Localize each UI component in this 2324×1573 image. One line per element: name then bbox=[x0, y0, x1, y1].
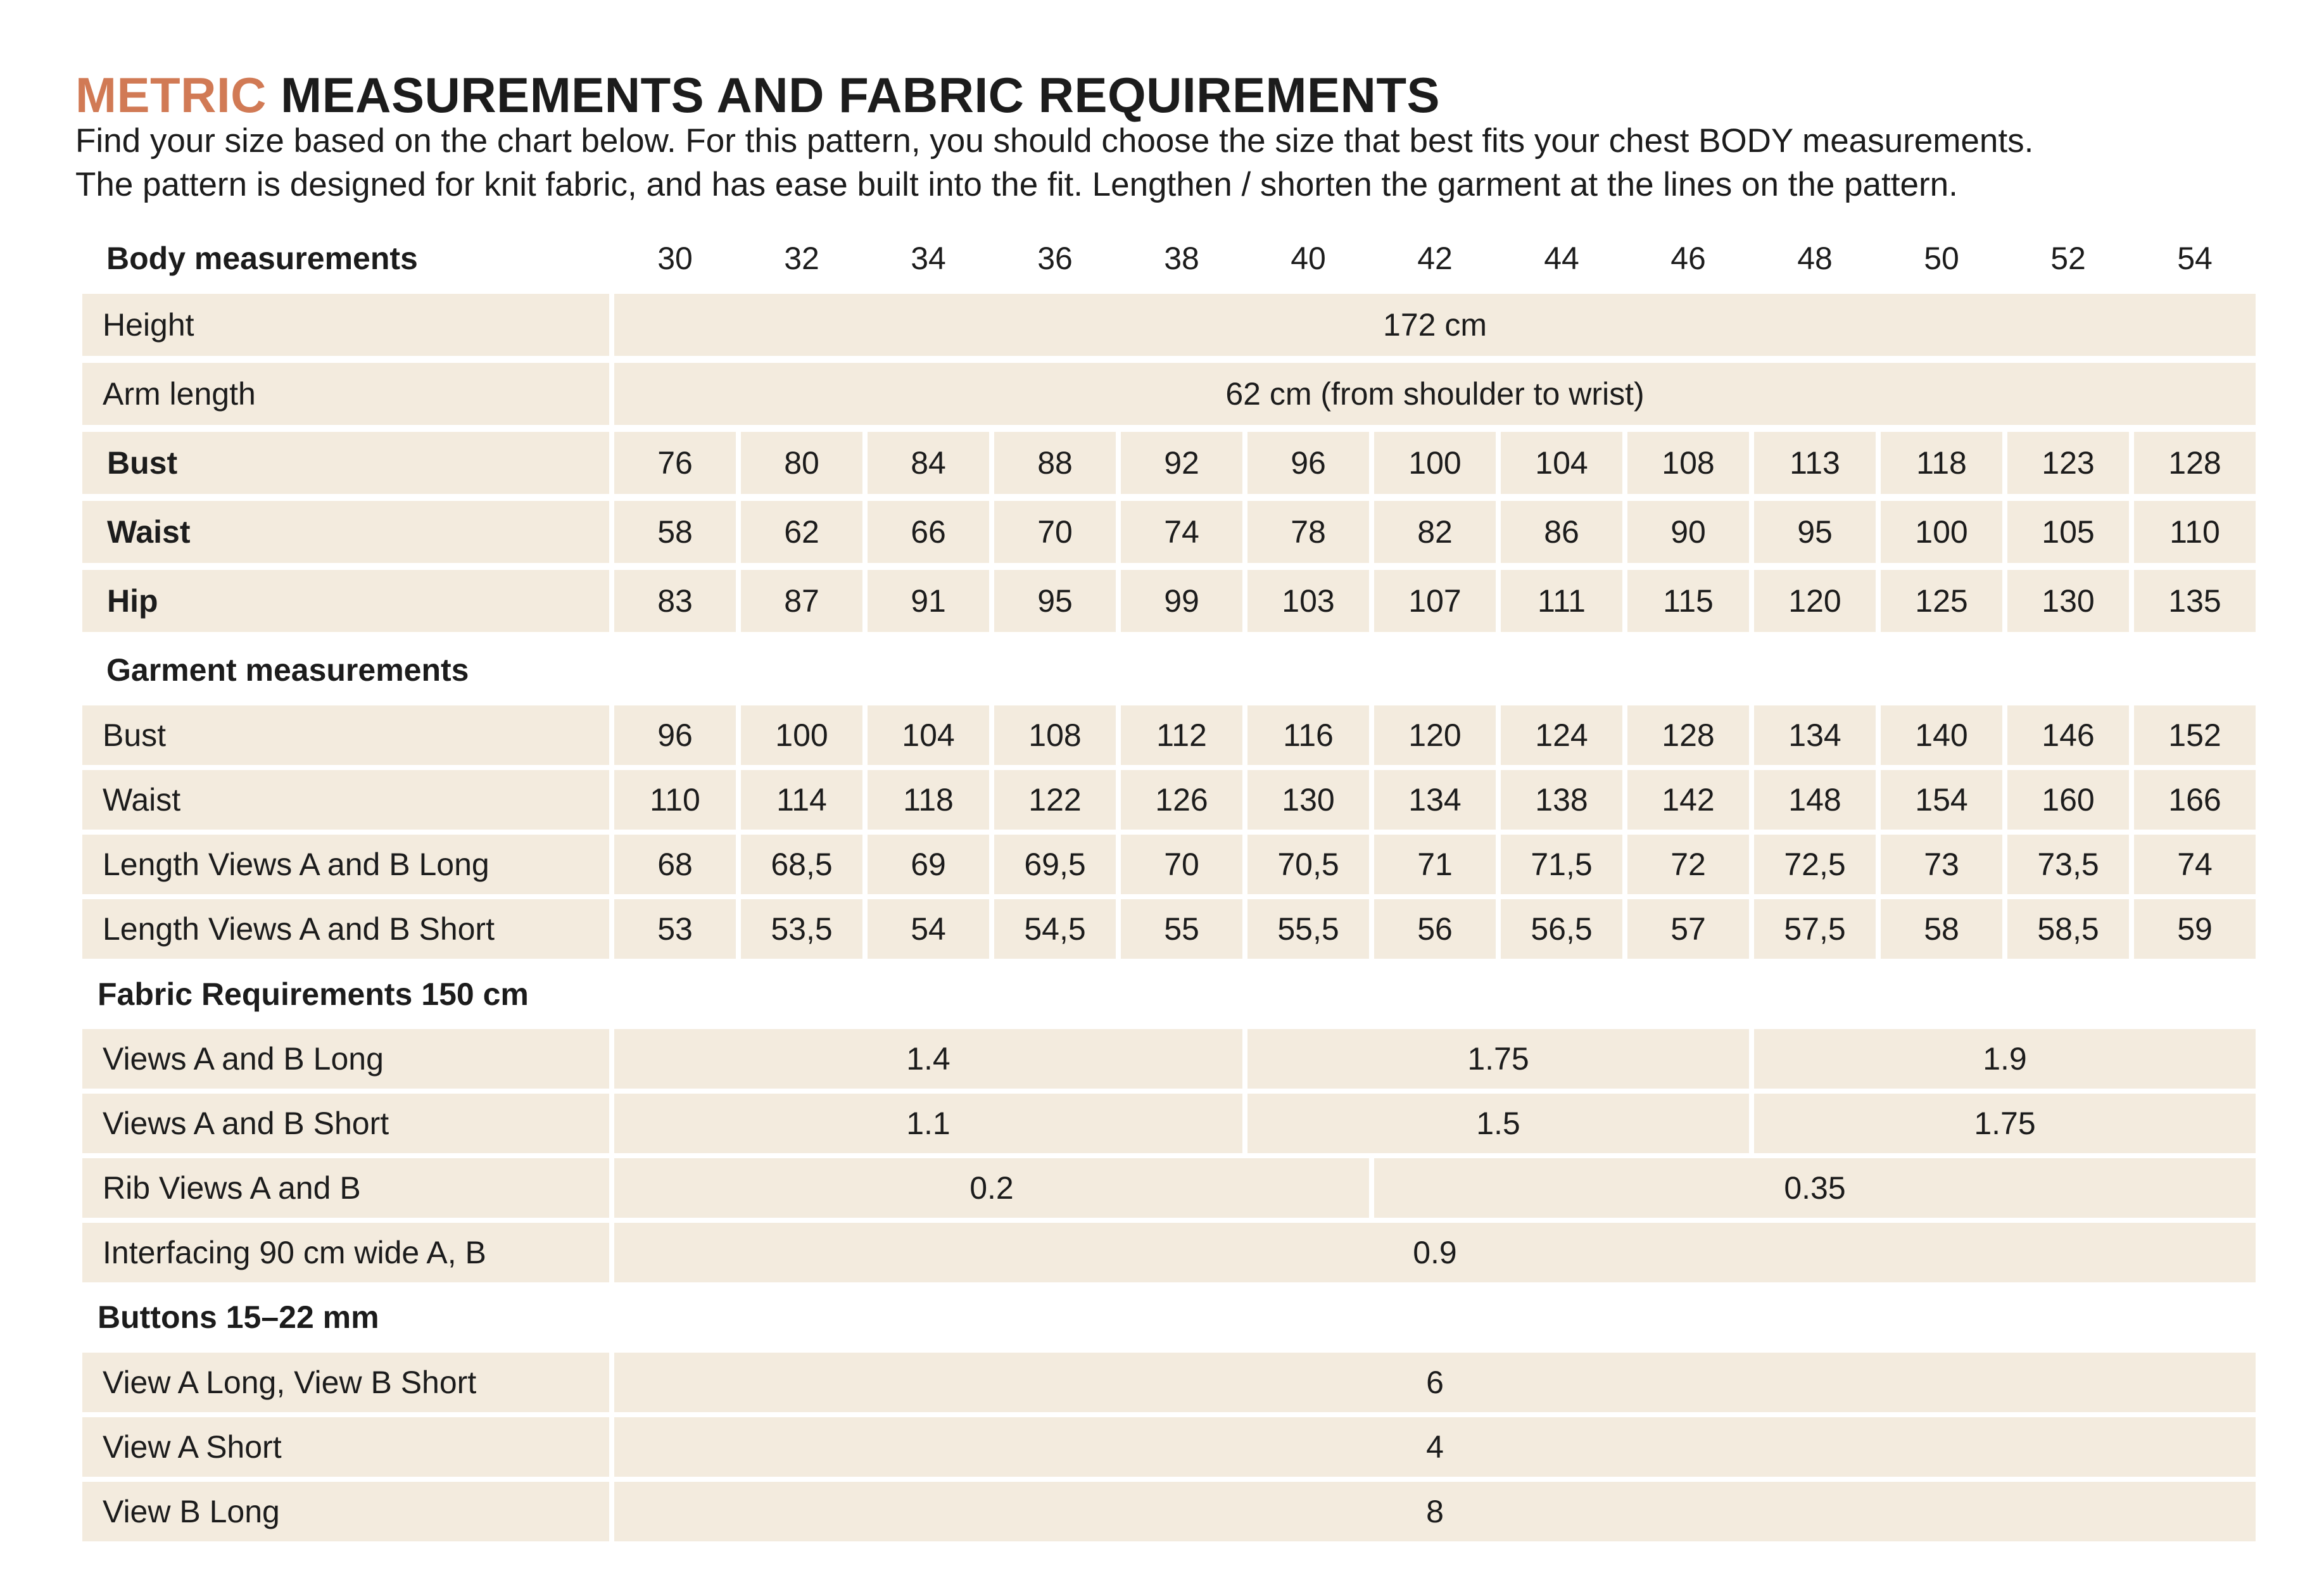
body-cell: 125 bbox=[1881, 570, 2002, 632]
row-label-buttons: View A Short bbox=[82, 1417, 609, 1477]
garment-cell: 58,5 bbox=[2007, 899, 2129, 959]
body-cell: 103 bbox=[1247, 570, 1369, 632]
fabric-value: 1.1 bbox=[614, 1094, 1242, 1153]
arm-length-value: 62 cm (from shoulder to wrist) bbox=[614, 363, 2256, 425]
garment-cell: 110 bbox=[614, 770, 736, 830]
body-cell: 105 bbox=[2007, 501, 2129, 563]
size-header: 34 bbox=[911, 241, 946, 276]
body-cell: 107 bbox=[1374, 570, 1496, 632]
body-cell: 113 bbox=[1754, 432, 1876, 494]
body-cell: 74 bbox=[1121, 501, 1242, 563]
size-header: 38 bbox=[1164, 241, 1199, 276]
garment-cell: 74 bbox=[2134, 835, 2256, 894]
body-cell: 87 bbox=[741, 570, 862, 632]
garment-cell: 56 bbox=[1374, 899, 1496, 959]
garment-cell: 57,5 bbox=[1754, 899, 1876, 959]
body-cell: 123 bbox=[2007, 432, 2129, 494]
garment-cell: 134 bbox=[1374, 770, 1496, 830]
size-header: 40 bbox=[1291, 241, 1326, 276]
body-cell: 118 bbox=[1881, 432, 2002, 494]
section-header-fabric: Fabric Requirements 150 cm bbox=[98, 976, 529, 1012]
body-cell: 70 bbox=[994, 501, 1116, 563]
row-label-height: Height bbox=[82, 294, 609, 356]
row-label-buttons: View A Long, View B Short bbox=[82, 1353, 609, 1412]
body-cell: 110 bbox=[2134, 501, 2256, 563]
row-label-fabric: Views A and B Long bbox=[82, 1029, 609, 1089]
body-cell: 135 bbox=[2134, 570, 2256, 632]
body-cell: 115 bbox=[1627, 570, 1749, 632]
intro-line-1: Find your size based on the chart below. For this pattern, you should choose the size that best fits your chest BODY measurements. bbox=[75, 122, 2034, 160]
size-header: 50 bbox=[1924, 241, 1959, 276]
body-cell: 100 bbox=[1881, 501, 2002, 563]
garment-cell: 124 bbox=[1501, 705, 1622, 765]
page-title bbox=[75, 63, 1440, 127]
buttons-value: 8 bbox=[614, 1482, 2256, 1541]
body-cell: 100 bbox=[1374, 432, 1496, 494]
garment-cell: 59 bbox=[2134, 899, 2256, 959]
garment-cell: 68 bbox=[614, 835, 736, 894]
row-label-garment: Length Views A and B Short bbox=[82, 899, 609, 959]
garment-cell: 100 bbox=[741, 705, 862, 765]
garment-cell: 166 bbox=[2134, 770, 2256, 830]
body-cell: 62 bbox=[741, 501, 862, 563]
garment-cell: 56,5 bbox=[1501, 899, 1622, 959]
row-label-arm-length: Arm length bbox=[82, 363, 609, 425]
section-header-garment: Garment measurements bbox=[106, 652, 469, 688]
garment-cell: 54,5 bbox=[994, 899, 1116, 959]
garment-cell: 114 bbox=[741, 770, 862, 830]
garment-cell: 138 bbox=[1501, 770, 1622, 830]
body-cell: 86 bbox=[1501, 501, 1622, 563]
row-label-fabric: Views A and B Short bbox=[82, 1094, 609, 1153]
garment-cell: 53 bbox=[614, 899, 736, 959]
body-cell: 83 bbox=[614, 570, 736, 632]
garment-cell: 154 bbox=[1881, 770, 2002, 830]
body-cell: 91 bbox=[868, 570, 989, 632]
garment-cell: 58 bbox=[1881, 899, 2002, 959]
garment-cell: 55 bbox=[1121, 899, 1242, 959]
garment-cell: 55,5 bbox=[1247, 899, 1369, 959]
section-header-body: Body measurements bbox=[106, 241, 418, 276]
title-accent: METRIC bbox=[75, 67, 267, 123]
body-cell: 76 bbox=[614, 432, 736, 494]
body-cell: 104 bbox=[1501, 432, 1622, 494]
size-header: 54 bbox=[2177, 241, 2213, 276]
row-label-body: Bust bbox=[82, 432, 609, 494]
size-header: 48 bbox=[1797, 241, 1833, 276]
intro-line-2: The pattern is designed for knit fabric, and has ease built into the fit. Lengthen / shorten the garment at the lines on the pattern. bbox=[75, 166, 1958, 203]
garment-cell: 57 bbox=[1627, 899, 1749, 959]
garment-cell: 160 bbox=[2007, 770, 2129, 830]
body-cell: 128 bbox=[2134, 432, 2256, 494]
garment-cell: 69 bbox=[868, 835, 989, 894]
garment-cell: 128 bbox=[1627, 705, 1749, 765]
body-cell: 120 bbox=[1754, 570, 1876, 632]
body-cell: 78 bbox=[1247, 501, 1369, 563]
body-cell: 96 bbox=[1247, 432, 1369, 494]
row-label-body: Hip bbox=[82, 570, 609, 632]
title-rest: MEASUREMENTS AND FABRIC REQUIREMENTS bbox=[266, 67, 1441, 123]
garment-cell: 96 bbox=[614, 705, 736, 765]
garment-cell: 142 bbox=[1627, 770, 1749, 830]
section-header-buttons: Buttons 15–22 mm bbox=[98, 1299, 379, 1335]
fabric-value: 0.2 bbox=[614, 1158, 1369, 1218]
garment-cell: 68,5 bbox=[741, 835, 862, 894]
size-header: 30 bbox=[657, 241, 693, 276]
row-label-garment: Length Views A and B Long bbox=[82, 835, 609, 894]
garment-cell: 72,5 bbox=[1754, 835, 1876, 894]
buttons-value: 6 bbox=[614, 1353, 2256, 1412]
fabric-value: 1.9 bbox=[1754, 1029, 2256, 1089]
row-label-buttons: View B Long bbox=[82, 1482, 609, 1541]
garment-cell: 70,5 bbox=[1247, 835, 1369, 894]
garment-cell: 108 bbox=[994, 705, 1116, 765]
body-cell: 108 bbox=[1627, 432, 1749, 494]
body-cell: 99 bbox=[1121, 570, 1242, 632]
body-cell: 95 bbox=[994, 570, 1116, 632]
body-cell: 58 bbox=[614, 501, 736, 563]
row-label-fabric: Interfacing 90 cm wide A, B bbox=[82, 1223, 609, 1282]
garment-cell: 118 bbox=[868, 770, 989, 830]
garment-cell: 122 bbox=[994, 770, 1116, 830]
fabric-value: 1.5 bbox=[1247, 1094, 1749, 1153]
row-label-body: Waist bbox=[82, 501, 609, 563]
garment-cell: 73 bbox=[1881, 835, 2002, 894]
garment-cell: 120 bbox=[1374, 705, 1496, 765]
garment-cell: 69,5 bbox=[994, 835, 1116, 894]
garment-cell: 146 bbox=[2007, 705, 2129, 765]
intro-text bbox=[75, 119, 2033, 206]
body-cell: 80 bbox=[741, 432, 862, 494]
garment-cell: 130 bbox=[1247, 770, 1369, 830]
body-cell: 82 bbox=[1374, 501, 1496, 563]
garment-cell: 134 bbox=[1754, 705, 1876, 765]
size-header: 36 bbox=[1037, 241, 1073, 276]
body-cell: 130 bbox=[2007, 570, 2129, 632]
body-cell: 92 bbox=[1121, 432, 1242, 494]
garment-cell: 112 bbox=[1121, 705, 1242, 765]
size-header: 42 bbox=[1417, 241, 1453, 276]
fabric-value: 1.75 bbox=[1247, 1029, 1749, 1089]
size-header: 32 bbox=[784, 241, 819, 276]
garment-cell: 54 bbox=[868, 899, 989, 959]
fabric-value: 1.75 bbox=[1754, 1094, 2256, 1153]
body-cell: 90 bbox=[1627, 501, 1749, 563]
body-cell: 95 bbox=[1754, 501, 1876, 563]
body-cell: 66 bbox=[868, 501, 989, 563]
garment-cell: 116 bbox=[1247, 705, 1369, 765]
body-cell: 88 bbox=[994, 432, 1116, 494]
height-value: 172 cm bbox=[614, 294, 2256, 356]
garment-cell: 104 bbox=[868, 705, 989, 765]
fabric-value: 0.35 bbox=[1374, 1158, 2256, 1218]
garment-cell: 71,5 bbox=[1501, 835, 1622, 894]
garment-cell: 72 bbox=[1627, 835, 1749, 894]
buttons-value: 4 bbox=[614, 1417, 2256, 1477]
garment-cell: 148 bbox=[1754, 770, 1876, 830]
size-header: 44 bbox=[1544, 241, 1579, 276]
row-label-garment: Bust bbox=[82, 705, 609, 765]
garment-cell: 140 bbox=[1881, 705, 2002, 765]
garment-cell: 73,5 bbox=[2007, 835, 2129, 894]
size-header: 52 bbox=[2050, 241, 2086, 276]
garment-cell: 126 bbox=[1121, 770, 1242, 830]
fabric-value: 1.4 bbox=[614, 1029, 1242, 1089]
body-cell: 84 bbox=[868, 432, 989, 494]
garment-cell: 70 bbox=[1121, 835, 1242, 894]
row-label-fabric: Rib Views A and B bbox=[82, 1158, 609, 1218]
body-cell: 111 bbox=[1501, 570, 1622, 632]
size-header: 46 bbox=[1670, 241, 1706, 276]
fabric-value: 0.9 bbox=[614, 1223, 2256, 1282]
garment-cell: 53,5 bbox=[741, 899, 862, 959]
garment-cell: 152 bbox=[2134, 705, 2256, 765]
garment-cell: 71 bbox=[1374, 835, 1496, 894]
row-label-garment: Waist bbox=[82, 770, 609, 830]
